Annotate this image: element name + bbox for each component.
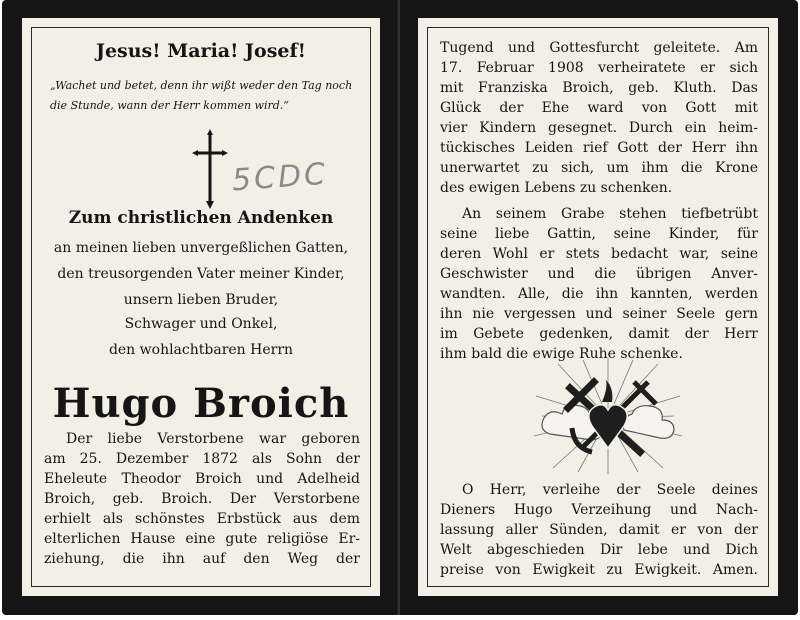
dedication-line: Schwager und Onkel, <box>124 316 278 332</box>
bio-line: am 25. Dezember 1872 als Sohn der <box>44 451 360 467</box>
deceased-name: Hugo Broich <box>52 380 350 427</box>
paragraph-line: vier Kindern gesegnet. Durch ein heim- <box>440 120 758 136</box>
bio-line: Broich, geb. Broich. Der Verstorbene <box>44 491 360 507</box>
prayer-line: lassung aller Sünden, damit er von der <box>440 522 758 538</box>
left-paper <box>22 18 380 596</box>
paragraph-line: 17. Februar 1908 verheiratete er sich <box>440 60 758 76</box>
pencil-annotation: 5CDC <box>230 156 330 199</box>
paragraph-line: deren Wohl er stets bedacht war, seine <box>440 246 758 262</box>
prayer-line: Dieners Hugo Verzeihung und Nach- <box>440 502 758 518</box>
paragraph-line: wandten. Alle, die ihn kannten, werden <box>440 286 758 302</box>
right-card <box>400 0 798 615</box>
cross-anchor-heart-icon <box>528 356 688 476</box>
paragraph-line: tückisches Leiden rief Gott der Herr ihn <box>440 140 758 156</box>
invocation-heading: Jesus! Maria! Josef! <box>95 40 307 62</box>
memorial-heading: Zum christlichen Andenken <box>68 208 334 228</box>
paragraph-line: ihm bald die ewige Ruhe schenke. <box>440 346 683 362</box>
paragraph-line: Tugend und Gottesfurcht geleitete. Am <box>440 40 758 56</box>
bio-line: erhielt als schönstes Erbstück aus dem <box>44 511 360 527</box>
paragraph-line: Glück der Ehe ward von Gott mit <box>440 100 758 116</box>
paragraph-line: im Gebete gedenken, damit der Herr <box>440 326 758 342</box>
bio-line: ziehung, die ihn auf den Weg der <box>44 551 360 567</box>
paragraph-line: unerwartet zu sich, um ihm die Krone <box>440 160 758 176</box>
paragraph-line: seine liebe Gattin, seine Kinder, für <box>440 226 758 242</box>
bio-line: Der liebe Verstorbene war geboren <box>66 431 360 447</box>
prayer-line: Welt abgeschieden Dir lebe und Dich <box>440 542 758 558</box>
right-paper <box>418 18 778 596</box>
prayer-line: O Herr, verleihe der Seele deines <box>462 482 758 498</box>
dedication-line: den wohlachtbaren Herrn <box>108 342 294 358</box>
cross-icon <box>192 129 228 209</box>
prayer-line: preise von Ewigkeit zu Ewigkeit. Amen. <box>440 562 758 578</box>
paragraph-line: mit Franziska Broich, geb. Kluth. Das <box>440 80 758 96</box>
paragraph-line: ihn nie vergessen und seiner Seele gern <box>440 306 758 322</box>
dedication-line: unsern lieben Bruder, <box>123 292 279 308</box>
bio-line: elterlichen Hause eine gute religiöse Er- <box>44 531 360 547</box>
dedication-line: an meinen lieben unvergeßlichen Gatten, <box>53 240 349 256</box>
bio-line: Eheleute Theodor Broich und Adelheid <box>44 471 360 487</box>
scripture-quote: „Wachet und betet, denn ihr wißt weder den Tag noch die Stunde, wann der Herr kommen wird.“ <box>50 79 353 112</box>
dedication-line: den treusorgenden Vater meiner Kinder, <box>57 266 345 282</box>
paragraph-line: An seinem Grabe stehen tiefbetrübt <box>462 206 758 222</box>
paragraph-line: Geschwister und die übrigen Anver- <box>440 266 758 282</box>
left-card <box>2 0 398 615</box>
paragraph-line: des ewigen Lebens zu schenken. <box>440 180 673 196</box>
